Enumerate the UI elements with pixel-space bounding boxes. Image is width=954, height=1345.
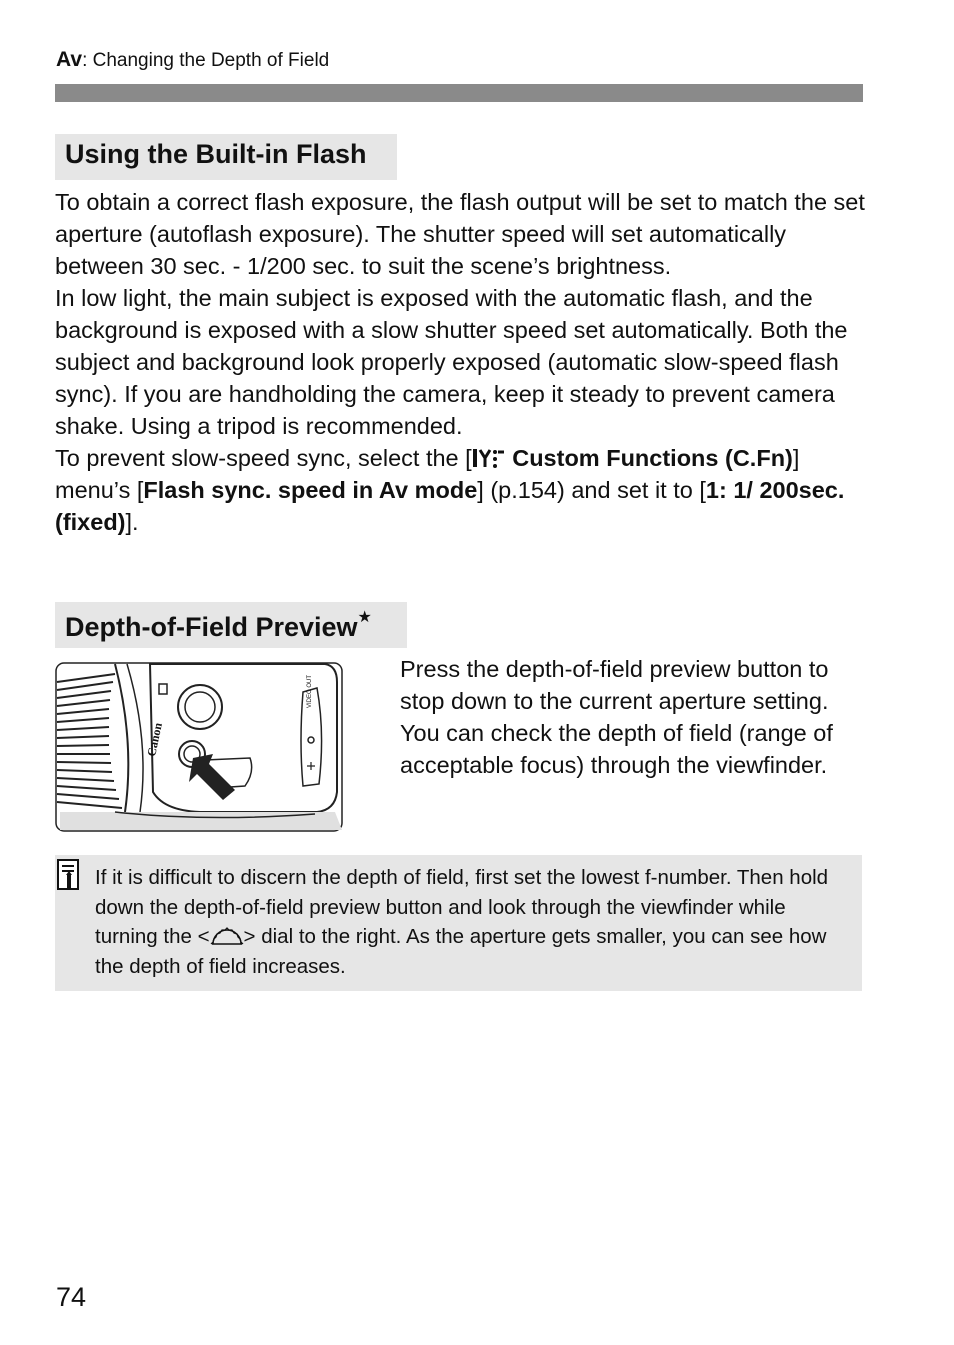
camera-illustration (55, 662, 343, 832)
star-icon: ★ (357, 609, 372, 626)
page-header (56, 48, 329, 72)
brand-label: Canon (144, 721, 166, 758)
p3-setting-value: 1: 1/ 200sec. (fixed) (55, 477, 845, 535)
p3-text-b: ] menu’s [ (55, 445, 800, 503)
mode-label: Av (56, 48, 83, 71)
video-out-label: VIDEO OUT (307, 674, 313, 708)
page-number: 74 (56, 1282, 87, 1312)
note-text-a: If it is difficult to discern the depth of field, first set the lowest f-number. Then hold down the depth-of-field preview button and look through the viewfinder while turning the < (95, 866, 829, 948)
header-title: : Changing the Depth of Field (82, 50, 330, 71)
p3-menu-name: Custom Functions (C.Fn) (505, 445, 793, 471)
note-box (55, 855, 862, 991)
dof-preview-description: Press the depth-of-field preview button to stop down to the current aperture setting. You can check the depth of field (range of acceptable focus) through the viewfinder. (400, 656, 833, 778)
header-bar (55, 84, 863, 102)
custom-functions-icon (472, 445, 506, 471)
section-heading-text: Using the Built-in Flash (65, 139, 367, 169)
paragraph-3 (55, 442, 865, 538)
p3-setting-name: Flash sync. speed in Av mode (143, 477, 478, 503)
section-heading-built-in-flash (55, 134, 397, 180)
note-text (95, 863, 850, 981)
paragraph-1: To obtain a correct flash exposure, the flash output will be set to match the set aperture (autoflash exposure). The shutter speed will set automatically between 30 sec. - 1/200 sec. to suit the scene’s brightness. (55, 189, 865, 279)
p3-text-d: ]. (125, 509, 139, 535)
note-icon (57, 859, 81, 891)
paragraph-2: In low light, the main subject is exposed with the automatic flash, and the background is exposed with a slow shutter speed set automatically. Both the subject and background look properly exposed (automatic slow-speed flash sync). If you are handholding the camera, keep it steady to prevent camera shake. Using a tripod is recommended. (55, 285, 848, 439)
section-heading-depth-of-field-preview (55, 602, 407, 648)
p3-text-c: ] (p.154) and set it to [ (477, 477, 706, 503)
section-body-built-in-flash (55, 186, 865, 538)
note-text-b: > dial to the right. As the aperture gets smaller, you can see how the depth of field increases. (95, 925, 827, 978)
p3-text-a: To prevent slow-speed sync, select the [ (55, 445, 472, 471)
main-dial-icon (210, 925, 244, 948)
camera-dof-button-illustration (55, 662, 343, 832)
section-heading-text: Depth-of-Field Preview (65, 612, 358, 642)
